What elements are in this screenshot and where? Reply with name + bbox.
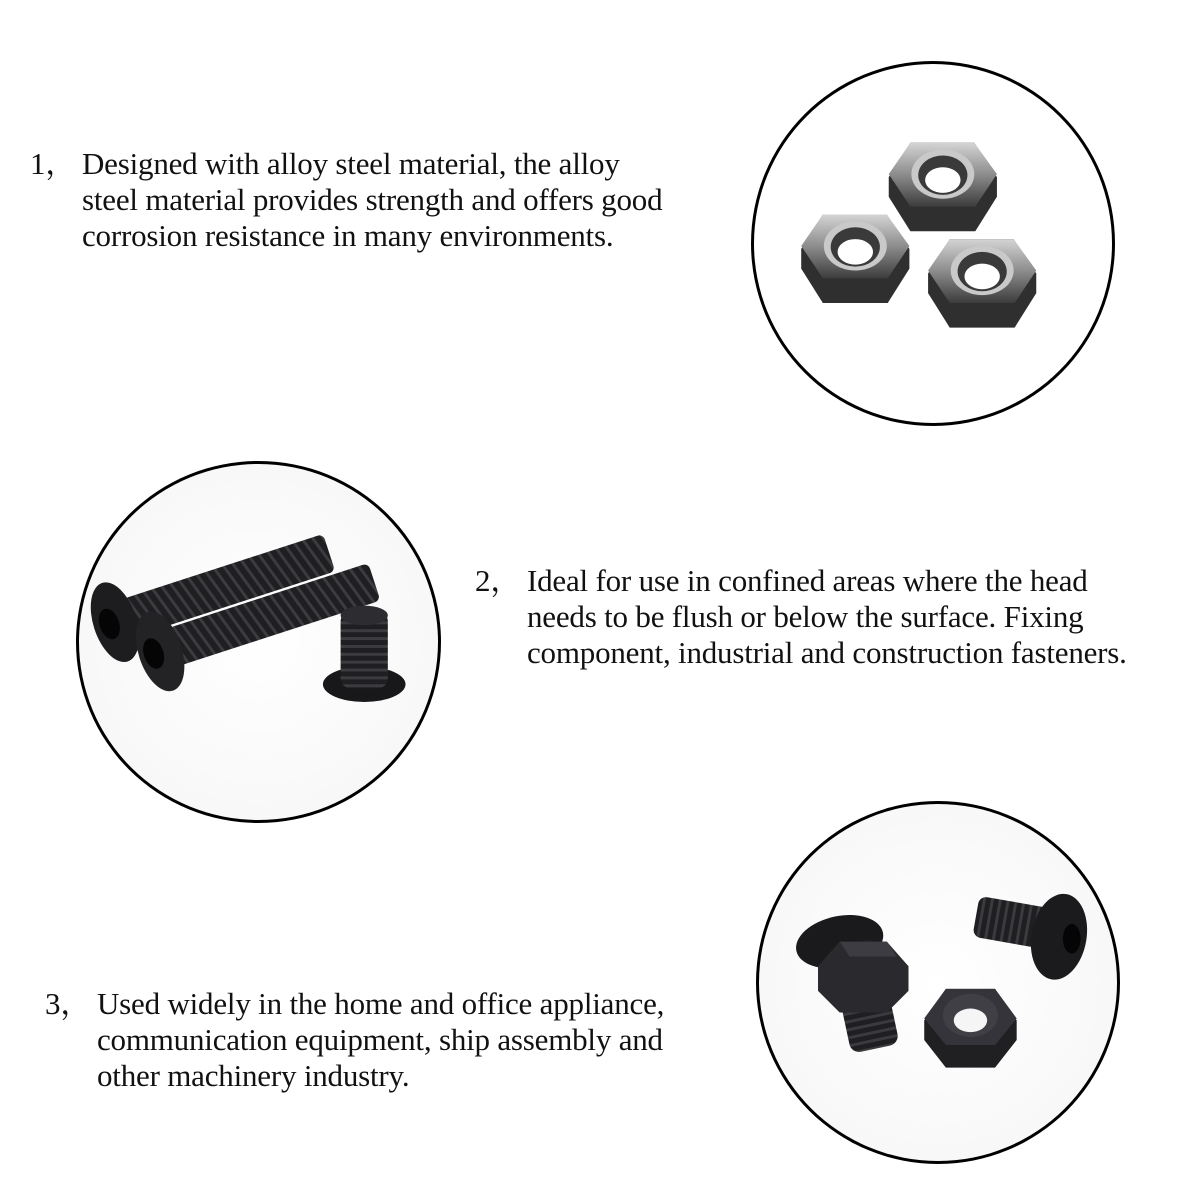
feature-1-line-2: steel material provides strength and offers good [82,182,663,217]
feature-2-line-1: Ideal for use in confined areas where the head [527,563,1088,598]
feature-2-line-3: component, industrial and construction fasteners. [527,635,1127,670]
feature-1-line-3: corrosion resistance in many environments. [82,218,614,253]
screws-and-nuts-image [756,801,1120,1164]
feature-3 [45,986,664,1094]
feature-2 [475,563,1127,671]
feature-3-line-1: Used widely in the home and office appliance, [97,986,665,1021]
feature-3-line-3: other machinery industry. [97,1058,410,1093]
feature-1-line-1: Designed with alloy steel material, the alloy [82,146,620,181]
fasteners-icon [759,804,1117,1161]
feature-2-line-2: needs to be flush or below the surface. Fixing [527,599,1084,634]
feature-2-number: 2， [475,563,522,598]
feature-1 [30,146,662,254]
feature-3-line-2: communication equipment, ship assembly and [97,1022,663,1057]
hex-nuts-icon [754,64,1112,423]
feature-1-number: 1， [30,146,77,181]
button-head-screws-image [76,461,441,823]
feature-3-number: 3， [45,986,92,1021]
feature-1-description [82,146,662,254]
screws-icon [79,464,438,820]
hex-nuts-image [751,61,1115,426]
feature-3-description [97,986,664,1094]
feature-2-description [527,563,1127,671]
